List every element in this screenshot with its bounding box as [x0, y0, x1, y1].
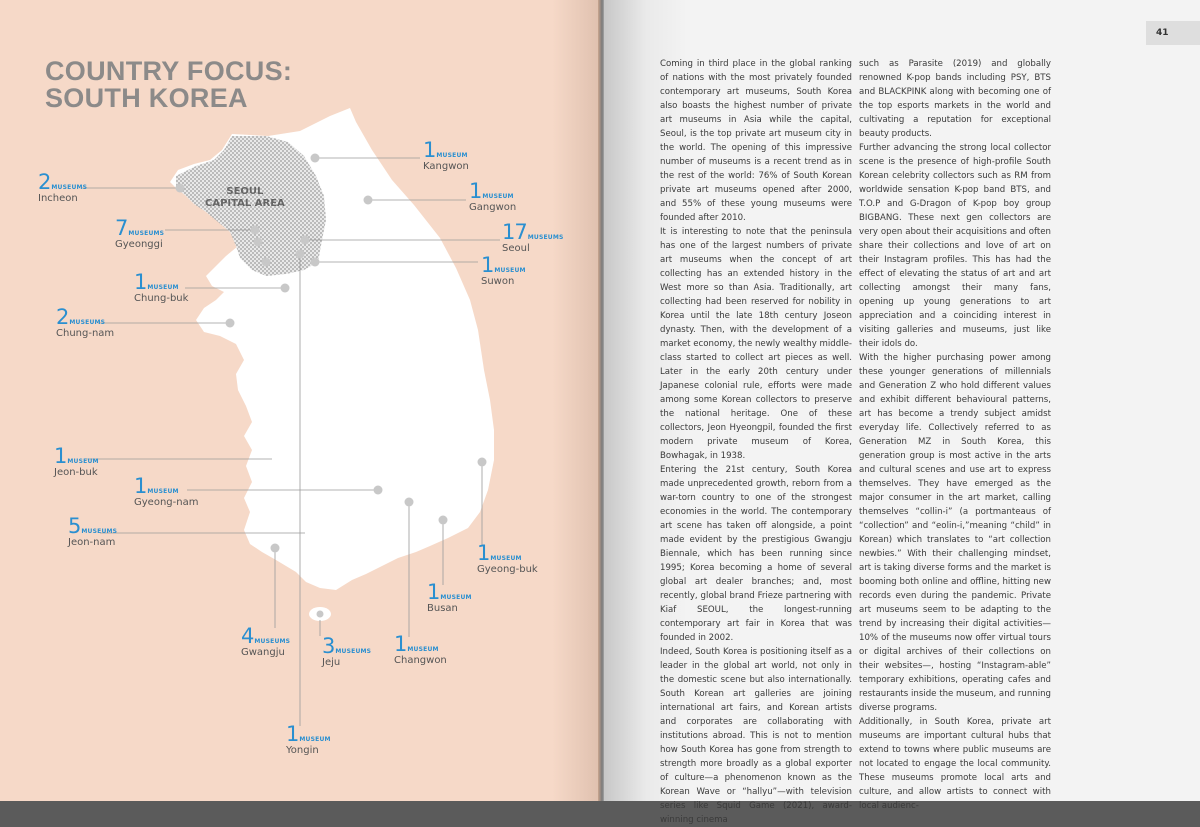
unit: MUSEUMS — [254, 638, 291, 645]
unit: MUSEUM — [67, 458, 99, 465]
place: Changwon — [394, 655, 447, 666]
place: Kangwon — [423, 161, 469, 172]
label-gyeongbuk — [477, 543, 538, 575]
label-chungbuk — [134, 272, 188, 304]
capital-area-line-2: CAPITAL AREA — [205, 198, 285, 209]
unit: MUSEUMS — [527, 234, 564, 241]
place: Suwon — [481, 276, 515, 287]
count: 2 — [38, 170, 51, 194]
paragraph: With the higher purchasing power among these younger generations of millennials and Generation Z who hold different values and exhibit different behavioural patterns, art has become a trendy subject amidst everyday life. Collectively referred to as Generation MZ in South Korea, this generation group is most active in the arts and cultural scenes and use art to express themselves. They have emerged as the major consumer in the art market, calling themselves “collin-i” (a portmanteaus of “collection” and “eolin-i,”meaning “child” in Korean) which translates to “art collection newbies.” With their challenging mindset, art is taking diverse forms and the market is booming both online and offline, hitting new records even during the pandemic. Private art museums seem to be adapting to the trend by increasing their digital activities—10% of the museums now offer virtual tours or digital archives of their collections on their websites—, hosting “Instagram-able” temporary exhibitions, operating cafes and restaurants inside the museum, and running diverse programs. — [859, 353, 1051, 713]
paragraph: Coming in third place in the global ranking of nations with the most privately founded contemporary art museums, South Korea also boasts the highest number of private art museums in Asia while the capital, Seoul, is the top private art museum city in the world. The opening of this impressive number of museums is a recent trend as in the rest of the world: 76% of South Korean private art museums opened after 2000, and 55% of these young museums were founded after 2010. — [660, 59, 852, 223]
label-gyeongnam — [134, 476, 198, 508]
count: 1 — [394, 632, 407, 656]
unit: MUSEUM — [436, 152, 468, 159]
paragraph: It is interesting to note that the peninsula has one of the largest numbers of private art museums when the concept of art collecting has an extended history in the West more so than Asia. Traditionally, art collecting had been reserved for nobility in Korea until the late 18th century Joseon dynasty. Then, with the development of a market economy, the newly wealthy middle-class started to collect art pieces as well. Later in the early 20th century under Japanese colonial rule, efforts were made among some Korean collectors to preserve the national heritage. One of these collectors, Jeon Hyeongpil, founded the first modern private museum of Korea, Bowhagak, in 1938. — [660, 227, 852, 461]
count: 3 — [322, 634, 335, 658]
paragraph: Indeed, South Korea is positioning itself as a leader in the global art world, not only in the domestic scene but also internationally. South Korean art galleries are joining international art fairs, and Korean artists and corporates are collaborating with institutions abroad. This is not to mention how South Korea has gone from strength to strength more broadly as a global exporter of culture—a phenomenon known as the Korean Wave or “hallyu”—with television series like Squid Game (2021), award-winning cinema — [660, 647, 852, 825]
text-column-2 — [859, 57, 1051, 813]
place: Gwangju — [241, 647, 285, 658]
place: Gyeong-nam — [134, 497, 199, 508]
label-jeonbuk — [54, 446, 99, 478]
label-yongin — [286, 724, 331, 756]
place: Gyeong-buk — [477, 564, 538, 575]
count: 17 — [502, 220, 527, 244]
count: 1 — [134, 270, 147, 294]
capital-area-line-1: SEOUL — [226, 186, 264, 197]
count: 7 — [115, 216, 128, 240]
place: Incheon — [38, 193, 78, 204]
count: 1 — [286, 722, 299, 746]
unit: MUSEUM — [490, 555, 522, 562]
unit: MUSEUM — [147, 284, 179, 291]
place: Jeon-nam — [68, 537, 116, 548]
unit: MUSEUMS — [81, 528, 118, 535]
unit: MUSEUM — [299, 736, 331, 743]
count: 1 — [427, 580, 440, 604]
text-column-1 — [660, 57, 852, 827]
label-chungnam — [56, 307, 114, 339]
count: 2 — [56, 305, 69, 329]
label-suwon — [481, 255, 526, 287]
count: 4 — [241, 624, 254, 648]
unit: MUSEUMS — [69, 319, 106, 326]
label-gangwon — [469, 181, 516, 213]
count: 1 — [477, 541, 490, 565]
paragraph: Entering the 21st century, South Korea made unprecedented growth, reborn from a war-torn country to one of the strongest economies in the world. The contemporary art scene has taken off alongside, a point made evident by the prestigious Gwangju Biennale, which has been running since 1995; Korea becoming a home of several global art dealer branches; and, most recently, global brand Frieze partnering with Kiaf SEOUL, the longest-running contemporary art fair in Korea that was founded in 2002. — [660, 465, 852, 643]
unit: MUSEUM — [147, 488, 179, 495]
count: 1 — [423, 138, 436, 162]
title-line-1: COUNTRY FOCUS: — [45, 56, 293, 86]
place: Chung-nam — [56, 328, 115, 339]
korea-map — [0, 0, 600, 801]
unit: MUSEUM — [407, 646, 439, 653]
title-line-2: SOUTH KOREA — [45, 83, 248, 113]
count: 5 — [68, 514, 81, 538]
unit: MUSEUMS — [51, 184, 88, 191]
label-changwon — [394, 634, 447, 666]
place: Gyeonggi — [115, 239, 163, 250]
paragraph: Additionally, in South Korea, private art museums are important cultural hubs that extend to towns where public museums are not located to engage the local community. These museums promote local arts and culture, and allow artists to connect with local audienc- — [859, 717, 1051, 811]
place: Chung-buk — [134, 293, 189, 304]
place: Jeon-buk — [54, 467, 98, 478]
place: Busan — [427, 603, 458, 614]
label-kangwon — [423, 140, 469, 172]
label-jeonnam — [68, 516, 117, 548]
label-seoul — [502, 222, 564, 254]
paragraph: Further advancing the strong local collector scene is the presence of high-profile South Korean celebrity collectors such as RM from worldwide sensation K-pop band BTS, and T.O.P and G-Dragon of K-pop boy group BIGBANG. These next gen collectors are very open about their acquisitions and often share their collections and love of art on their Instagram profiles. This has had the effect of elevating the status of art and art collecting amongst their many fans, opening up young generations to art appreciation and a coinciding interest in visiting galleries and museums, just like their idols do. — [859, 143, 1051, 349]
label-gyeonggi — [115, 218, 164, 250]
count: 1 — [54, 444, 67, 468]
paragraph: such as Parasite (2019) and globally renowned K-pop bands including PSY, BTS and BLACKPINK along with becoming one of the top esports markets in the world and cultivating a reputation for exceptional beauty products. — [859, 59, 1051, 139]
label-incheon — [38, 172, 87, 204]
label-gwangju — [241, 626, 290, 658]
unit: MUSEUMS — [128, 230, 165, 237]
unit: MUSEUM — [482, 193, 514, 200]
unit: MUSEUMS — [335, 648, 372, 655]
unit: MUSEUM — [440, 594, 472, 601]
place: Jeju — [322, 657, 341, 668]
count: 1 — [481, 253, 494, 277]
unit: MUSEUM — [494, 267, 526, 274]
count: 1 — [134, 474, 147, 498]
place: Gangwon — [469, 202, 517, 213]
place: Yongin — [286, 745, 319, 756]
capital-area-label — [205, 186, 285, 210]
label-jeju — [322, 636, 371, 668]
label-busan — [427, 582, 472, 614]
place: Seoul — [502, 243, 530, 254]
count: 1 — [469, 179, 482, 203]
page-number: 41 — [1146, 21, 1200, 45]
